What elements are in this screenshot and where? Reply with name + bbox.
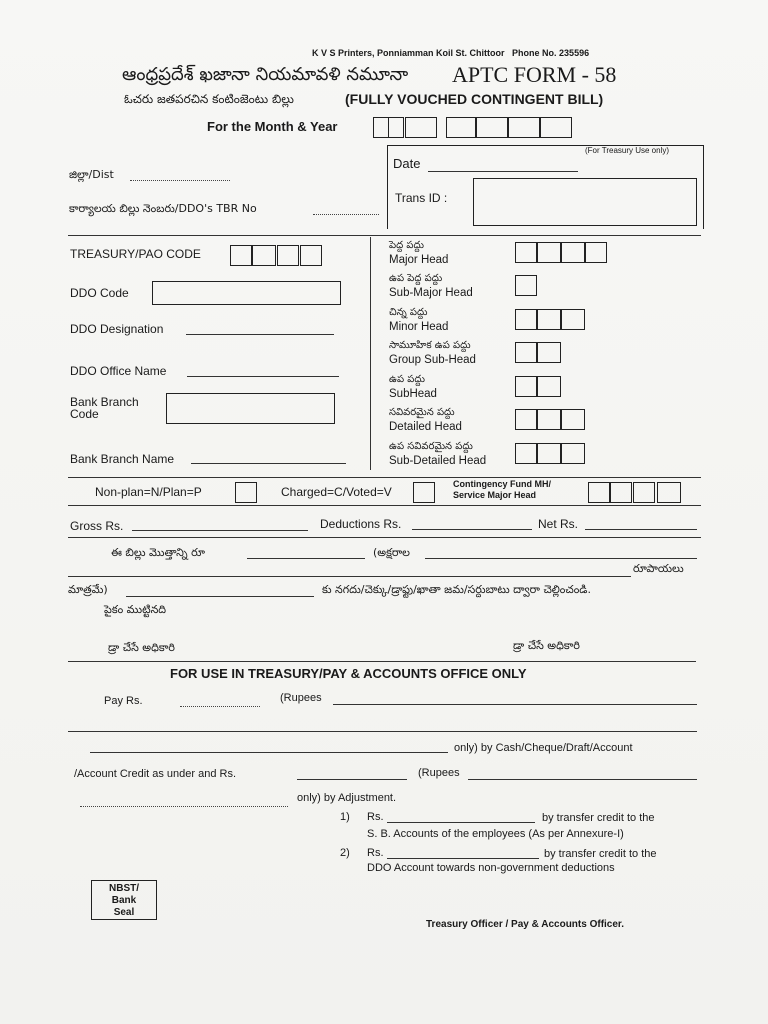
drawing-officer-right: డ్రా చేసే అధికారి bbox=[513, 639, 580, 652]
divider bbox=[68, 477, 701, 478]
charged-label: Charged=C/Voted=V bbox=[281, 485, 392, 499]
received-label: పైకం ముట్టినది bbox=[104, 603, 167, 616]
year-cell[interactable] bbox=[476, 117, 508, 138]
head-code-cell[interactable] bbox=[537, 342, 561, 363]
form-title-telugu: ఆంధ్రప్రదేశ్ ఖజానా నియమావళి నమూనా bbox=[122, 64, 409, 85]
tbr-field[interactable] bbox=[313, 214, 379, 215]
head-telugu-label: ఉప పెద్ద పద్దు bbox=[389, 273, 443, 284]
form-subtitle: (FULLY VOUCHED CONTINGENT BILL) bbox=[345, 91, 604, 107]
divider bbox=[68, 505, 701, 506]
gross-field[interactable] bbox=[132, 530, 308, 531]
head-telugu-label: పెద్ద పద్దు bbox=[389, 240, 424, 251]
contingency-cell[interactable] bbox=[588, 482, 610, 503]
bank-branch-code-field[interactable] bbox=[166, 393, 335, 424]
nonplan-cell[interactable] bbox=[235, 482, 257, 503]
dist-label: జిల్లా/Dist bbox=[69, 168, 114, 181]
column-divider bbox=[370, 237, 371, 470]
only-field[interactable] bbox=[126, 596, 314, 597]
head-label: Detailed Head bbox=[389, 421, 462, 433]
head-code-cell[interactable] bbox=[537, 242, 561, 263]
head-label: Minor Head bbox=[389, 321, 449, 333]
treasury-heading: FOR USE IN TREASURY/PAY & ACCOUNTS OFFICE ONLY bbox=[170, 666, 527, 681]
words-field-cont[interactable] bbox=[68, 576, 631, 577]
head-telugu-label: ఉప సవివరమైన పద్దు bbox=[389, 441, 473, 452]
month-year-label: For the Month & Year bbox=[207, 119, 338, 134]
item2-text-b: DDO Account towards non-government deductions bbox=[367, 862, 615, 874]
contingency-cell[interactable] bbox=[633, 482, 655, 503]
words-field[interactable] bbox=[425, 558, 697, 559]
head-telugu-label: సామూహిక ఉప పద్దు bbox=[389, 340, 471, 351]
nonplan-label: Non-plan=N/Plan=P bbox=[95, 485, 202, 499]
item2-rs: Rs. bbox=[367, 847, 384, 859]
item1-field[interactable] bbox=[387, 822, 535, 823]
head-label: Group Sub-Head bbox=[389, 354, 476, 366]
ddo-office-field[interactable] bbox=[187, 376, 339, 377]
month-cell[interactable] bbox=[388, 117, 404, 138]
item1-rs: Rs. bbox=[367, 811, 384, 823]
head-telugu-label: చిన్న పద్దు bbox=[389, 307, 428, 318]
ddo-designation-field[interactable] bbox=[186, 334, 334, 335]
head-code-cell[interactable] bbox=[561, 242, 585, 263]
head-code-cell[interactable] bbox=[537, 376, 561, 397]
head-code-cell[interactable] bbox=[515, 342, 537, 363]
rupees-label-2: (Rupees bbox=[418, 767, 460, 779]
treasury-code-label: TREASURY/PAO CODE bbox=[70, 247, 201, 261]
item2-num: 2) bbox=[340, 847, 350, 859]
only-cash-label: only) by Cash/Cheque/Draft/Account bbox=[454, 742, 633, 754]
head-code-cell[interactable] bbox=[537, 443, 561, 464]
bill-amount-label: ఈ బిల్లు మొత్తాన్ని రూ bbox=[111, 546, 205, 559]
ddo-code-field[interactable] bbox=[152, 281, 341, 305]
drawing-officer-left: డ్రా చేసే అధికారి bbox=[108, 641, 175, 654]
bank-branch-name-label: Bank Branch Name bbox=[70, 452, 175, 466]
item1-text-b: S. B. Accounts of the employees (As per Annexure-I) bbox=[367, 828, 624, 840]
form-title: APTC FORM - 58 bbox=[452, 62, 617, 87]
deductions-label: Deductions Rs. bbox=[320, 517, 402, 531]
divider bbox=[68, 661, 696, 662]
dist-field[interactable] bbox=[130, 180, 230, 181]
year-cell[interactable] bbox=[508, 117, 540, 138]
head-code-cell[interactable] bbox=[515, 275, 537, 296]
head-label: Sub-Detailed Head bbox=[389, 455, 487, 467]
head-code-cell[interactable] bbox=[561, 309, 585, 330]
item2-field[interactable] bbox=[387, 858, 539, 859]
treasury-code-cell[interactable] bbox=[277, 245, 299, 266]
head-code-cell[interactable] bbox=[585, 242, 607, 263]
printer-info: K V S Printers, Ponniamman Koil St. Chittoor Phone No. 235596 bbox=[312, 48, 590, 58]
date-label: Date bbox=[393, 156, 421, 171]
item1-num: 1) bbox=[340, 811, 350, 823]
net-label: Net Rs. bbox=[538, 517, 579, 531]
rupees-field-2[interactable] bbox=[468, 779, 697, 780]
pay-rs-field[interactable] bbox=[180, 706, 260, 707]
month-cell[interactable] bbox=[405, 117, 437, 138]
treasury-use-note: (For Treasury Use only) bbox=[585, 146, 670, 155]
head-label: Major Head bbox=[389, 254, 449, 266]
rupees-field-1[interactable] bbox=[333, 704, 697, 705]
rupees-label: రూపాయలు bbox=[633, 562, 684, 575]
trans-id-field[interactable] bbox=[473, 178, 697, 226]
head-code-cell[interactable] bbox=[515, 309, 537, 330]
only-label: మాత్రమే) bbox=[68, 583, 108, 596]
year-cell[interactable] bbox=[540, 117, 572, 138]
gross-label: Gross Rs. bbox=[70, 519, 124, 533]
divider bbox=[68, 235, 701, 236]
month-cell[interactable] bbox=[373, 117, 389, 138]
treasury-code-cell[interactable] bbox=[300, 245, 322, 266]
contingency-cell[interactable] bbox=[610, 482, 632, 503]
charged-cell[interactable] bbox=[413, 482, 435, 503]
net-field[interactable] bbox=[585, 529, 697, 530]
head-label: SubHead bbox=[389, 388, 437, 400]
date-field[interactable] bbox=[428, 171, 578, 172]
head-label: Sub-Major Head bbox=[389, 287, 473, 299]
account-credit-field[interactable] bbox=[297, 779, 407, 780]
rupees-label-1: (Rupees bbox=[280, 692, 322, 704]
year-cell[interactable] bbox=[446, 117, 476, 138]
head-telugu-label: ఉప పద్దు bbox=[389, 374, 425, 385]
contingency-label: Contingency Fund MH/ Service Major Head bbox=[453, 479, 551, 500]
rupees-field-1-end[interactable] bbox=[90, 752, 448, 753]
bank-branch-name-field[interactable] bbox=[191, 463, 346, 464]
words-label: (అక్షరాల bbox=[373, 546, 410, 559]
treasury-officer-signature: Treasury Officer / Pay & Accounts Officer. bbox=[426, 919, 625, 930]
head-code-cell[interactable] bbox=[561, 409, 585, 430]
trans-id-label: Trans ID : bbox=[395, 191, 448, 205]
only-adjust-label: only) by Adjustment. bbox=[297, 792, 397, 804]
treasury-code-cell[interactable] bbox=[230, 245, 252, 266]
head-code-cell[interactable] bbox=[515, 376, 537, 397]
ddo-office-label: DDO Office Name bbox=[70, 364, 167, 378]
head-code-cell[interactable] bbox=[561, 443, 585, 464]
treasury-code-cell[interactable] bbox=[252, 245, 276, 266]
rupees-field-2-cont[interactable] bbox=[80, 806, 288, 807]
head-code-cell[interactable] bbox=[515, 409, 537, 430]
tbr-label: కార్యాలయ బిల్లు నెంబరు/DDO's TBR No bbox=[69, 202, 257, 215]
account-credit-label: /Account Credit as under and Rs. bbox=[74, 768, 237, 780]
head-code-cell[interactable] bbox=[515, 242, 537, 263]
head-code-cell[interactable] bbox=[537, 409, 561, 430]
bill-amount-field[interactable] bbox=[247, 558, 365, 559]
ddo-designation-label: DDO Designation bbox=[70, 322, 164, 336]
head-code-cell[interactable] bbox=[515, 443, 537, 464]
head-code-cell[interactable] bbox=[537, 309, 561, 330]
item1-text-a: by transfer credit to the bbox=[542, 812, 655, 824]
bank-branch-code-label: Bank Branch Code bbox=[70, 395, 139, 421]
divider bbox=[68, 537, 701, 538]
rupees-field-1-cont[interactable] bbox=[68, 731, 697, 732]
payment-mode-label: కు నగదు/చెక్కు/డ్రాఫ్టు/ఖాతా జమ/సర్దుబాటు ద్వారా చెల్లించండి. bbox=[322, 583, 591, 596]
bank-seal-box: NBST/ Bank Seal bbox=[91, 880, 157, 920]
pay-rs-label: Pay Rs. bbox=[104, 695, 143, 707]
deductions-field[interactable] bbox=[412, 529, 532, 530]
ddo-code-label: DDO Code bbox=[70, 286, 129, 300]
contingency-cell[interactable] bbox=[657, 482, 681, 503]
head-telugu-label: సవివరమైన పద్దు bbox=[389, 407, 455, 418]
item2-text-a: by transfer credit to the bbox=[544, 848, 657, 860]
form-subtitle-telugu: ఓచరు జతపరచిన కంటింజెంటు బిల్లు bbox=[124, 92, 294, 106]
